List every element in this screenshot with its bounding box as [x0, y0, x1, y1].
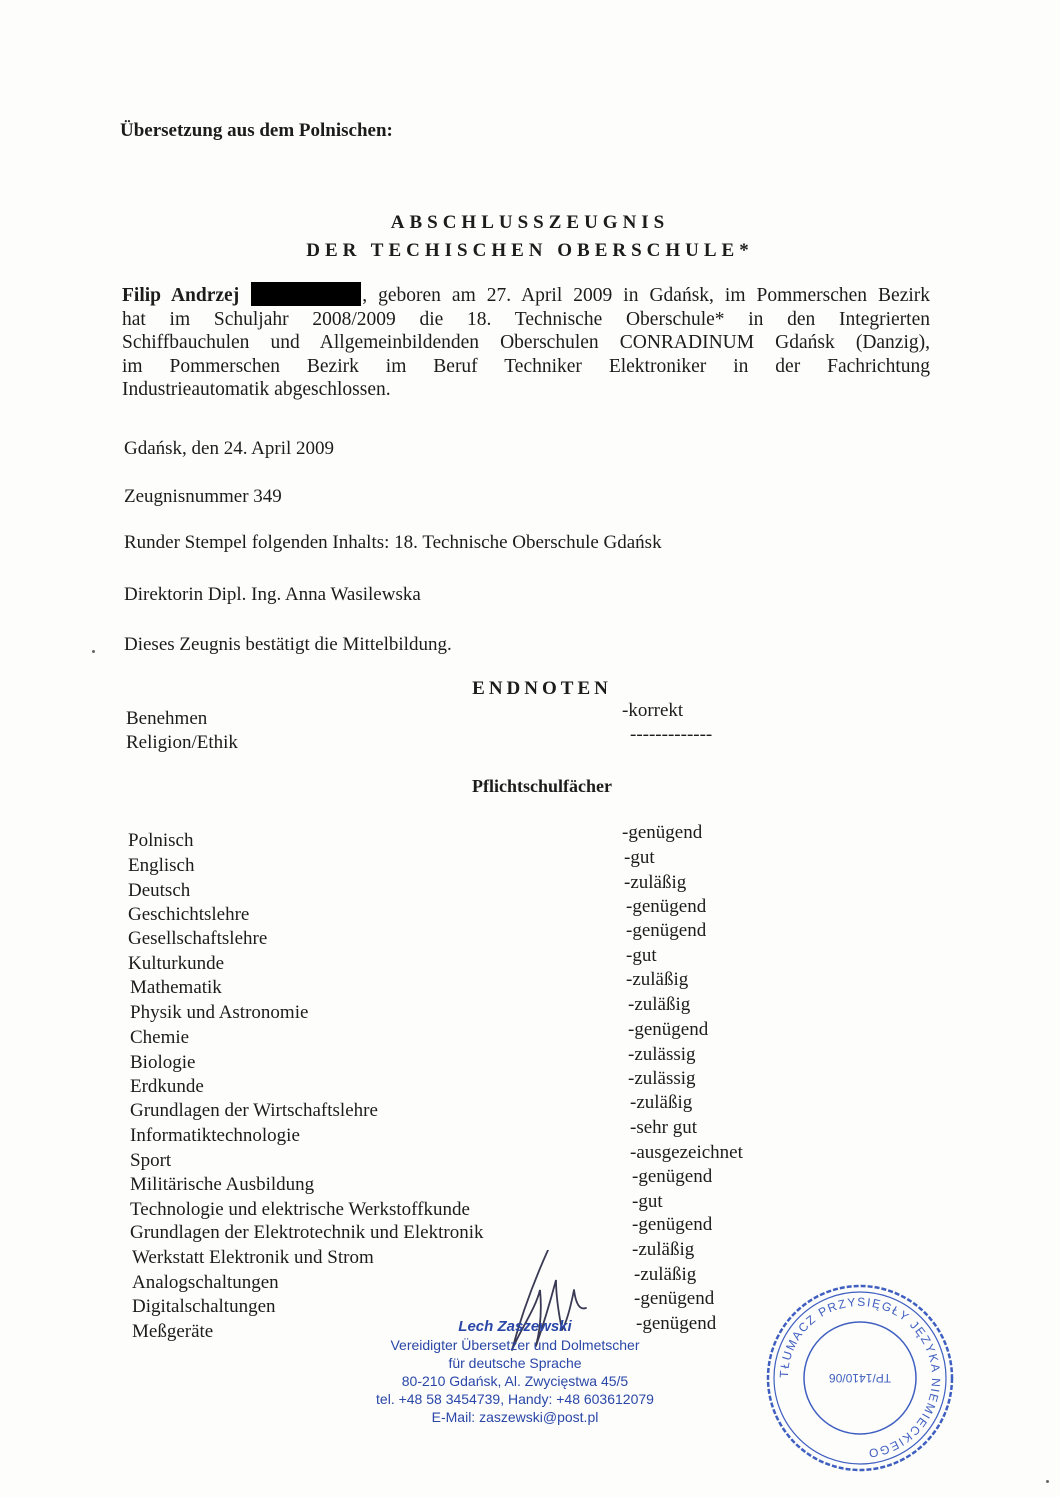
subject-label: Digitalschaltungen: [132, 1296, 276, 1317]
translator-address: 80-210 Gdańsk, Al. Zwycięstwa 45/5: [401, 1373, 629, 1389]
subject-grade: -gut: [632, 1191, 663, 1212]
document-subtitle: DER TECHISCHEN OBERSCHULE*: [306, 240, 754, 261]
subject-label: Englisch: [128, 855, 195, 876]
subject-grade: -genügend: [632, 1166, 713, 1187]
subject-label: Mathematik: [130, 977, 222, 998]
pflicht-heading: Pflichtschulfächer: [472, 776, 612, 796]
translator-language: für deutsche Sprache: [448, 1355, 582, 1371]
subject-label: Werkstatt Elektronik und Strom: [132, 1247, 374, 1268]
subject-grade: -genügend: [632, 1214, 713, 1235]
subject-grade: -ausgezeichnet: [630, 1142, 743, 1163]
subject-label: Informatiktechnologie: [130, 1125, 300, 1146]
subject-label: Meßgeräte: [132, 1321, 214, 1342]
intro-line-5: Industrieautomatik abgeschlossen.: [122, 379, 391, 400]
seal-center-text: TP/1410/06: [828, 1371, 892, 1385]
stamp-description: Runder Stempel folgenden Inhalts: 18. Technische Oberschule Gdańsk: [124, 532, 662, 553]
subject-grade: -genügend: [622, 822, 703, 843]
translator-email: E-Mail: zaszewski@post.pl: [431, 1409, 599, 1425]
subject-label: Erdkunde: [130, 1076, 204, 1097]
subject-label: Kulturkunde: [128, 953, 225, 974]
subject-label: Analogschaltungen: [132, 1272, 279, 1293]
subject-label: Militärische Ausbildung: [130, 1174, 315, 1195]
subject-grade: -genügend: [626, 920, 707, 941]
confirmation-text: Dieses Zeugnis bestätigt die Mittelbildung.: [124, 634, 452, 655]
scan-speck: [92, 650, 95, 653]
document-title: ABSCHLUSSZEUGNIS: [390, 212, 670, 233]
translator-name: Lech Zaszewski: [458, 1318, 572, 1335]
subject-grade: -genügend: [626, 896, 707, 917]
subject-grade: -zulässig: [628, 1044, 696, 1065]
subject-grade: -zuläßig: [624, 872, 687, 893]
subject-label: Chemie: [130, 1027, 190, 1048]
seal-ring-text: TŁUMACZ PRZYSIĘGŁY JĘZYKA NIEMIECKIEGO: [776, 1294, 944, 1461]
translator-stamp: [360, 1318, 670, 1426]
subject-label: Biologie: [130, 1052, 196, 1073]
subject-grade: -genügend: [628, 1019, 709, 1040]
subject-grade: -genügend: [634, 1288, 715, 1309]
subject-label: Sport: [130, 1150, 172, 1171]
subject-grade: -zuläßig: [632, 1239, 695, 1260]
translator-phone: tel. +48 58 3454739, Handy: +48 603612079: [376, 1391, 654, 1407]
endnoten-heading: ENDNOTEN: [472, 678, 612, 699]
subject-grade: -zulässig: [628, 1068, 696, 1089]
scan-speck: [1046, 1480, 1049, 1483]
intro-line-1: [122, 282, 930, 308]
director-name: Direktorin Dipl. Ing. Anna Wasilewska: [124, 584, 421, 605]
subject-label: Gesellschaftslehre: [128, 928, 268, 949]
endnote-label: Benehmen: [126, 708, 208, 729]
subject-grade: -sehr gut: [630, 1117, 698, 1138]
translation-note: Übersetzung aus dem Polnischen:: [120, 120, 393, 141]
redacted-surname: [251, 282, 361, 306]
subject-label: Geschichtslehre: [128, 904, 250, 925]
subject-grade: -zuläßig: [630, 1092, 693, 1113]
subject-label: Grundlagen der Wirtschaftslehre: [130, 1100, 378, 1121]
translator-title: Vereidigter Übersetzer und Dolmetscher: [390, 1337, 640, 1353]
endnote-label: Religion/Ethik: [126, 732, 238, 753]
student-name: Filip Andrzej: [122, 285, 240, 306]
intro-line-3: Schiffbauchulen und Allgemeinbildenden Oberschulen CONRADINUM Gdańsk (Danzig),: [122, 332, 930, 353]
subject-grade: -gut: [626, 945, 657, 966]
subject-label: Polnisch: [128, 830, 194, 851]
intro-line-2: hat im Schuljahr 2008/2009 die 18. Technische Oberschule* in den Integrierten: [122, 308, 930, 330]
intro-paragraph: [122, 282, 930, 402]
subject-label: Grundlagen der Elektrotechnik und Elektronik: [130, 1222, 484, 1243]
place-date: Gdańsk, den 24. April 2009: [124, 438, 335, 459]
subject-label: Technologie und elektrische Werkstoffkunde: [130, 1199, 470, 1220]
intro-line-4: im Pommerschen Bezirk im Beruf Techniker Elektroniker in der Fachrichtung: [122, 355, 930, 377]
subject-label: Physik und Astronomie: [130, 1002, 309, 1023]
subject-grade: -gut: [624, 847, 655, 868]
subject-grade: -zuläßig: [626, 969, 689, 990]
certificate-number: Zeugnisnummer 349: [124, 486, 282, 507]
endnote-grade: -------------: [630, 724, 713, 745]
official-seal: [760, 1278, 960, 1478]
subject-grade: -zuläßig: [634, 1264, 697, 1285]
subject-label: Deutsch: [128, 880, 191, 901]
subject-grade: -zuläßig: [628, 994, 691, 1015]
endnote-grade: -korrekt: [622, 700, 684, 721]
intro-line-1-text: , geboren am 27. April 2009 in Gdańsk, im Pommerschen Bezirk: [362, 285, 931, 306]
subject-grade: -genügend: [636, 1313, 717, 1334]
